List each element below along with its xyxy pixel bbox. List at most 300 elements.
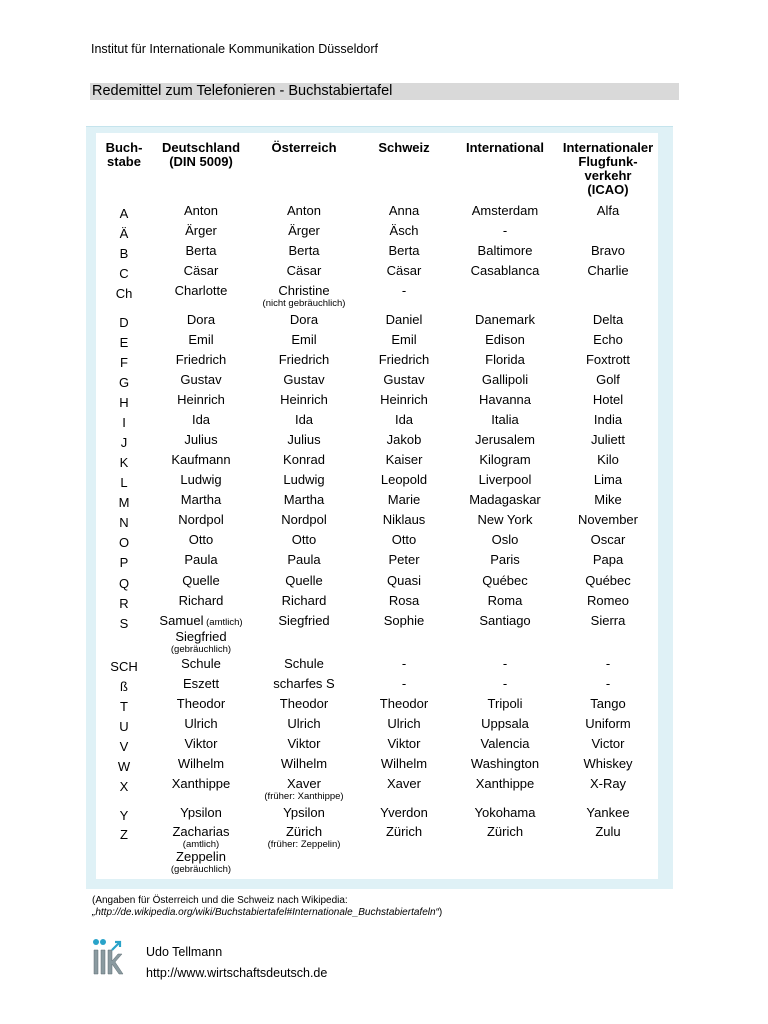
word-cell	[481, 717, 529, 731]
word-cell	[491, 413, 518, 427]
cell-text: Dora	[289, 312, 319, 327]
cell-text: Ärger	[288, 223, 320, 238]
cell-text: Xanthippe	[171, 776, 231, 791]
author-name: Udo Tellmann	[146, 945, 223, 959]
word-cell	[476, 777, 535, 791]
cell-text: Cäsar	[386, 263, 422, 278]
cell-text: Madagaskar	[469, 492, 541, 507]
cell-text: -	[401, 676, 407, 691]
word-cell	[278, 614, 329, 628]
cell-note: (früher: Zeppelin)	[267, 839, 341, 850]
letter-cell	[120, 740, 129, 754]
cell-text: Ludwig	[180, 472, 222, 487]
cell-text: Z	[120, 827, 128, 842]
word-cell	[264, 777, 343, 802]
letter-cell	[119, 316, 128, 330]
cell-text: Ypsilon	[180, 805, 222, 820]
cell-text: Viktor	[387, 736, 421, 751]
cell-text: G	[118, 375, 130, 390]
cell-text: Theodor	[379, 696, 429, 711]
word-cell	[487, 825, 523, 839]
cell-text: Lima	[593, 472, 623, 487]
word-cell	[594, 413, 622, 427]
cell-text: Sophie	[383, 613, 425, 628]
cell-text: Wilhelm	[177, 756, 225, 771]
letter-cell	[120, 680, 128, 694]
cell-text: Uniform	[585, 716, 631, 731]
letter-cell	[120, 809, 129, 823]
word-cell	[283, 473, 324, 487]
footnote-close: )	[438, 907, 443, 918]
cell-text: Juliett	[591, 432, 625, 447]
cell-text-secondary: Zeppelin	[176, 849, 226, 864]
cell-text: Richard	[281, 593, 327, 608]
word-cell	[469, 493, 541, 507]
word-cell	[387, 264, 422, 278]
cell-text: Nordpol	[178, 512, 224, 527]
cell-text: Friedrich	[378, 352, 430, 367]
cell-text: Wilhelm	[280, 756, 328, 771]
page-title: Redemittel zum Telefonieren - Buchstabiertafel	[90, 83, 679, 100]
cell-text: Leopold	[380, 472, 428, 487]
cell-text: -	[401, 283, 407, 298]
column-header: Schweiz	[378, 140, 430, 155]
cell-text: Berta	[288, 243, 320, 258]
cell-text: Dora	[186, 312, 216, 327]
word-cell	[180, 373, 221, 387]
word-cell	[586, 353, 630, 367]
word-cell	[503, 657, 507, 671]
word-cell	[184, 264, 219, 278]
cell-text: Amsterdam	[471, 203, 539, 218]
word-cell	[172, 777, 231, 791]
letter-cell	[120, 207, 129, 221]
word-cell	[283, 373, 324, 387]
cell-text: Samuel	[159, 613, 204, 628]
word-cell	[273, 677, 334, 691]
cell-text: Yankee	[586, 805, 630, 820]
cell-text: Theodor	[279, 696, 329, 711]
cell-text: -	[605, 676, 611, 691]
cell-text: Alfa	[596, 203, 620, 218]
cell-text: Ypsilon	[283, 805, 325, 820]
word-cell	[591, 244, 625, 258]
word-cell	[479, 393, 531, 407]
word-cell	[482, 574, 528, 588]
word-cell	[597, 453, 619, 467]
word-cell	[586, 806, 629, 820]
word-cell	[585, 717, 631, 731]
cell-text: W	[117, 759, 131, 774]
cell-text: Julius	[287, 432, 321, 447]
cell-note: (gebräuchlich)	[170, 644, 232, 655]
logo-dot	[100, 939, 106, 945]
cell-text: V	[119, 739, 129, 754]
cell-text: B	[119, 246, 129, 261]
word-cell	[391, 333, 416, 347]
word-cell	[479, 614, 530, 628]
cell-text: Theodor	[176, 696, 226, 711]
cell-text: Charlie	[587, 263, 629, 278]
logo-dot	[93, 939, 99, 945]
cell-text: Zürich	[285, 824, 323, 839]
cell-text: Daniel	[385, 312, 423, 327]
word-cell	[192, 413, 210, 427]
cell-text: Friedrich	[278, 352, 330, 367]
cell-text: Eszett	[182, 676, 220, 691]
word-cell	[395, 413, 413, 427]
cell-text: Valencia	[480, 736, 530, 751]
letter-cell	[118, 760, 130, 774]
word-cell	[284, 493, 324, 507]
word-cell	[180, 473, 221, 487]
footnote-source: (Angaben für Österreich und die Schweiz nach Wikipedia:	[92, 895, 348, 906]
logo-arrow	[112, 942, 120, 950]
word-cell	[283, 453, 325, 467]
word-cell	[287, 553, 320, 567]
word-cell	[587, 594, 629, 608]
cell-text: November	[578, 512, 638, 527]
letter-cell	[120, 247, 129, 261]
cell-text: Xanthippe	[475, 776, 535, 791]
cell-text: U	[119, 719, 129, 734]
cell-text: Uppsala	[481, 716, 529, 731]
cell-text: Havanna	[478, 392, 532, 407]
word-cell	[390, 224, 419, 238]
word-cell	[475, 313, 535, 327]
letter-cell	[116, 287, 133, 301]
word-cell	[184, 204, 218, 218]
word-cell	[263, 284, 346, 309]
institute-name: Institut für Internationale Kommunikation Düsseldorf	[91, 42, 378, 56]
cell-text: Peter	[388, 552, 420, 567]
cell-text: D	[119, 315, 129, 330]
cell-text: Yverdon	[380, 805, 428, 820]
word-cell	[386, 825, 422, 839]
cell-text: P	[119, 555, 129, 570]
cell-text: Edison	[485, 332, 525, 347]
word-cell	[594, 473, 622, 487]
cell-text: Anna	[388, 203, 420, 218]
word-cell	[389, 594, 419, 608]
word-cell	[387, 433, 422, 447]
word-cell	[283, 806, 325, 820]
cell-text: Quelle	[182, 573, 220, 588]
cell-text: Roma	[487, 593, 523, 608]
word-cell	[181, 657, 221, 671]
word-cell	[287, 204, 321, 218]
cell-text: Liverpool	[478, 472, 532, 487]
cell-text: A	[119, 206, 129, 221]
word-cell	[590, 777, 626, 791]
cell-text: Nordpol	[281, 512, 327, 527]
word-cell	[594, 493, 621, 507]
cell-text: Paula	[287, 552, 321, 567]
letter-cell	[119, 720, 128, 734]
letter-cell	[119, 496, 130, 510]
cell-text: Heinrich	[177, 392, 225, 407]
cell-inline-note: (amtlich)	[203, 617, 243, 628]
word-cell	[288, 737, 321, 751]
word-cell	[488, 594, 523, 608]
cell-text: Ida	[294, 412, 314, 427]
word-cell	[471, 757, 539, 771]
letter-cell	[110, 660, 137, 674]
cell-text: Viktor	[287, 736, 321, 751]
word-cell	[402, 677, 406, 691]
word-cell	[379, 353, 430, 367]
cell-text: Martha	[283, 492, 325, 507]
word-cell	[578, 513, 638, 527]
word-cell	[490, 553, 520, 567]
word-cell	[596, 373, 620, 387]
cell-text: -	[502, 676, 508, 691]
cell-text: -	[502, 656, 508, 671]
word-cell	[295, 413, 313, 427]
word-cell	[159, 614, 242, 655]
cell-text: Zürich	[486, 824, 524, 839]
word-cell	[485, 333, 525, 347]
word-cell	[591, 533, 626, 547]
cell-text: Delta	[592, 312, 624, 327]
cell-text: ß	[120, 679, 128, 694]
cell-text: Ludwig	[283, 472, 325, 487]
word-cell	[475, 433, 535, 447]
column-header: Österreich	[271, 140, 337, 155]
word-cell	[384, 614, 424, 628]
cell-text: Heinrich	[280, 392, 328, 407]
word-cell	[585, 574, 631, 588]
cell-text: Berta	[185, 243, 217, 258]
cell-text: Québec	[482, 573, 528, 588]
word-cell	[178, 513, 224, 527]
cell-text: N	[119, 515, 129, 530]
cell-text: -	[502, 223, 508, 238]
website-link[interactable]: http://www.wirtschaftsdeutsch.de	[146, 966, 328, 980]
letter-cell	[120, 556, 129, 570]
cell-text: T	[120, 699, 128, 714]
word-cell	[184, 553, 217, 567]
word-cell	[292, 533, 317, 547]
word-cell	[597, 204, 619, 218]
cell-text: Gustav	[283, 372, 325, 387]
cell-text: Emil	[291, 332, 317, 347]
word-cell	[475, 806, 536, 820]
cell-text: Santiago	[479, 613, 531, 628]
word-cell	[290, 313, 318, 327]
letter-cell	[119, 597, 128, 611]
word-cell	[388, 737, 421, 751]
word-cell	[171, 825, 231, 875]
cell-text: Washington	[470, 756, 540, 771]
cell-text: Paris	[490, 552, 520, 567]
cell-text: Paula	[184, 552, 218, 567]
cell-text: Emil	[188, 332, 214, 347]
letter-cell	[120, 780, 129, 794]
cell-text: Friedrich	[175, 352, 227, 367]
letter-cell	[120, 617, 129, 631]
letter-cell	[120, 356, 128, 370]
cell-text: Jerusalem	[475, 432, 535, 447]
cell-text: Siegfried	[278, 613, 330, 628]
cell-text: Cäsar	[183, 263, 219, 278]
word-cell	[288, 224, 320, 238]
cell-text: Gustav	[180, 372, 222, 387]
cell-text: Whiskey	[583, 756, 633, 771]
cell-text: Baltimore	[477, 243, 533, 258]
word-cell	[280, 697, 328, 711]
cell-text: Ä	[119, 226, 129, 241]
column-header: Buch- stabe	[105, 140, 143, 169]
cell-text: Rosa	[388, 593, 420, 608]
word-cell	[606, 657, 610, 671]
word-cell	[291, 333, 316, 347]
cell-text: SCH	[110, 659, 138, 674]
word-cell	[381, 757, 427, 771]
word-cell	[478, 513, 533, 527]
word-cell	[380, 697, 428, 711]
column-header: Deutschland (DIN 5009)	[161, 140, 241, 169]
word-cell	[184, 433, 217, 447]
cell-text: Foxtrott	[585, 352, 631, 367]
cell-text: Danemark	[475, 312, 535, 327]
iik-logo	[92, 938, 126, 980]
cell-text: O	[118, 535, 130, 550]
word-cell	[176, 353, 227, 367]
word-cell	[583, 757, 632, 771]
cell-text: Niklaus	[382, 512, 426, 527]
cell-text: Schule	[181, 656, 221, 671]
cell-text: J	[120, 435, 128, 450]
cell-text: Cäsar	[286, 263, 322, 278]
letter-cell	[122, 416, 126, 430]
cell-text: Anton	[287, 203, 321, 218]
word-cell	[479, 473, 532, 487]
cell-text: Christine	[278, 283, 330, 298]
word-cell	[387, 777, 421, 791]
cell-text: Romeo	[587, 593, 629, 608]
cell-text: H	[119, 395, 129, 410]
cell-text: R	[119, 596, 129, 611]
cell-note: (nicht gebräuchlich)	[262, 298, 346, 309]
cell-text: Victor	[591, 736, 625, 751]
cell-text: Viktor	[184, 736, 218, 751]
word-cell	[189, 533, 214, 547]
cell-text: Jakob	[386, 432, 422, 447]
cell-text: X	[119, 779, 129, 794]
cell-note: (gebräuchlich)	[170, 864, 232, 875]
letter-cell	[120, 456, 129, 470]
logo-letters	[94, 950, 123, 974]
cell-text: Oslo	[491, 532, 519, 547]
cell-text: Tripoli	[487, 696, 523, 711]
cell-text: scharfes S	[273, 676, 335, 691]
cell-text: Ida	[191, 412, 211, 427]
cell-text: Zacharias	[172, 824, 230, 839]
word-cell	[389, 204, 419, 218]
letter-cell	[120, 336, 129, 350]
cell-text: Sierra	[590, 613, 626, 628]
cell-text: Québec	[585, 573, 631, 588]
word-cell	[593, 313, 623, 327]
cell-text: Gallipoli	[481, 372, 529, 387]
cell-text: Xaver	[287, 776, 321, 791]
cell-text: Q	[118, 576, 130, 591]
word-cell	[392, 533, 417, 547]
letter-cell	[119, 376, 129, 390]
letter-cell	[119, 516, 128, 530]
word-cell	[590, 697, 625, 711]
word-cell	[591, 614, 626, 628]
cell-text: Golf	[596, 372, 620, 387]
word-cell	[177, 697, 225, 711]
word-cell	[280, 393, 328, 407]
cell-text: Otto	[391, 532, 417, 547]
cell-text: Bravo	[591, 243, 625, 258]
word-cell	[591, 433, 625, 447]
word-cell	[383, 373, 424, 387]
cell-text: Richard	[178, 593, 224, 608]
word-cell	[387, 717, 420, 731]
cell-text: Casablanca	[470, 263, 540, 278]
cell-text: Heinrich	[380, 392, 428, 407]
word-cell	[279, 353, 330, 367]
letter-cell	[119, 396, 128, 410]
letter-cell	[120, 476, 127, 490]
letter-cell	[120, 227, 129, 241]
word-cell	[593, 553, 623, 567]
footnote-url: „http://de.wikipedia.org/wiki/Buchstabiertafel#Internationale_Buchstabiertafeln“	[92, 907, 439, 918]
word-cell	[287, 264, 322, 278]
cell-text: Äsch	[389, 223, 419, 238]
cell-text: Ulrich	[184, 716, 218, 731]
letter-cell	[120, 828, 128, 842]
word-cell	[188, 333, 213, 347]
cell-text: Quasi	[387, 573, 421, 588]
cell-text: Kilogram	[479, 452, 531, 467]
footnote	[92, 895, 442, 919]
cell-text: Otto	[291, 532, 317, 547]
cell-text: Charlotte	[174, 283, 228, 298]
word-cell	[268, 825, 341, 850]
cell-note: (amtlich)	[182, 839, 220, 850]
cell-text: Gustav	[383, 372, 425, 387]
cell-text: Tango	[590, 696, 626, 711]
cell-text: Yokohama	[474, 805, 536, 820]
cell-text: Julius	[184, 432, 218, 447]
word-cell	[593, 393, 623, 407]
cell-text: Wilhelm	[380, 756, 428, 771]
cell-text: X-Ray	[589, 776, 627, 791]
cell-text: F	[120, 355, 128, 370]
cell-text: Y	[119, 808, 129, 823]
cell-text: L	[120, 475, 128, 490]
word-cell	[175, 284, 228, 298]
cell-text: Zulu	[595, 824, 621, 839]
cell-text: Italia	[491, 412, 519, 427]
word-cell	[179, 594, 224, 608]
word-cell	[479, 453, 530, 467]
word-cell	[185, 244, 216, 258]
word-cell	[182, 574, 220, 588]
cell-text: Quelle	[285, 573, 323, 588]
cell-text: C	[119, 266, 129, 281]
column-header: International	[465, 140, 545, 155]
word-cell	[287, 433, 320, 447]
word-cell	[386, 313, 423, 327]
word-cell	[485, 353, 525, 367]
word-cell	[284, 657, 324, 671]
